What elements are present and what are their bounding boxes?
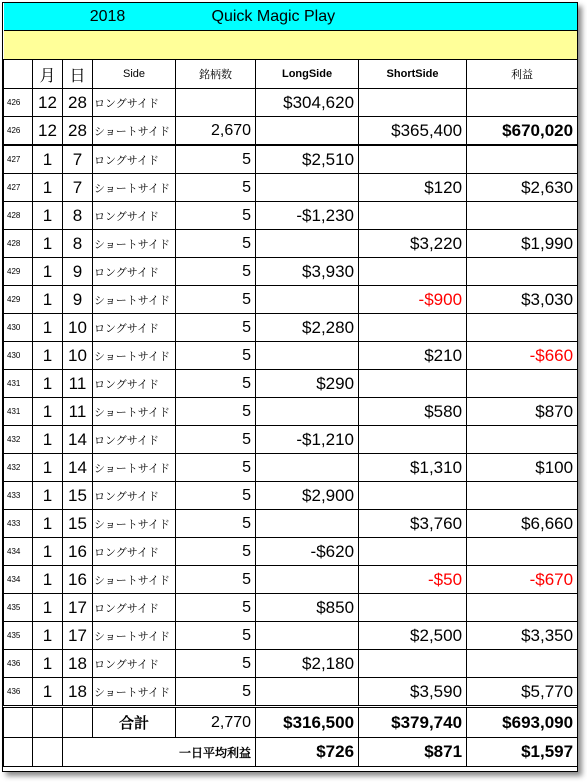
- row-short: $210: [359, 342, 467, 370]
- row-side: ロングサイド: [93, 314, 176, 342]
- row-side: ロングサイド: [93, 370, 176, 398]
- row-count: 5: [176, 202, 256, 230]
- average-blank: [33, 738, 63, 767]
- row-profit: $5,770: [467, 678, 578, 707]
- row-id: 429: [4, 286, 33, 314]
- table-row: [4, 89, 578, 117]
- row-short: -$50: [359, 566, 467, 594]
- row-id: 436: [4, 678, 33, 707]
- total-row: [4, 707, 578, 738]
- table-row: [4, 678, 578, 707]
- row-profit: $670,020: [467, 117, 578, 146]
- row-side: ショートサイド: [93, 117, 176, 146]
- row-side: ショートサイド: [93, 566, 176, 594]
- row-day: 18: [63, 650, 93, 678]
- row-profit: $1,990: [467, 230, 578, 258]
- row-month: 1: [33, 454, 63, 482]
- row-count: 5: [176, 538, 256, 566]
- row-short: [359, 202, 467, 230]
- header-side: Side: [93, 60, 176, 89]
- row-short: -$900: [359, 286, 467, 314]
- row-long: $850: [256, 594, 359, 622]
- row-short: [359, 594, 467, 622]
- row-long: $2,280: [256, 314, 359, 342]
- row-count: 5: [176, 230, 256, 258]
- table-row: [4, 454, 578, 482]
- row-day: 14: [63, 426, 93, 454]
- row-month: 1: [33, 482, 63, 510]
- row-day: 10: [63, 342, 93, 370]
- row-short: [359, 258, 467, 286]
- row-long: $3,930: [256, 258, 359, 286]
- table-row: [4, 426, 578, 454]
- row-long: [256, 566, 359, 594]
- header-day: 日: [63, 60, 93, 89]
- row-long: -$1,230: [256, 202, 359, 230]
- row-day: 14: [63, 454, 93, 482]
- table-row: [4, 202, 578, 230]
- row-long: $2,510: [256, 145, 359, 174]
- row-count: 5: [176, 454, 256, 482]
- row-id: 427: [4, 174, 33, 202]
- table-row: [4, 538, 578, 566]
- average-row: [4, 738, 578, 767]
- row-short: $3,760: [359, 510, 467, 538]
- table-row: [4, 117, 578, 146]
- row-side: ロングサイド: [93, 426, 176, 454]
- total-label: 合計: [93, 707, 176, 738]
- row-side: ショートサイド: [93, 174, 176, 202]
- row-month: 1: [33, 202, 63, 230]
- row-side: ショートサイド: [93, 678, 176, 707]
- row-side: ショートサイド: [93, 454, 176, 482]
- row-month: 1: [33, 566, 63, 594]
- row-day: 11: [63, 398, 93, 426]
- row-short: [359, 482, 467, 510]
- row-id: 434: [4, 538, 33, 566]
- row-count: [176, 89, 256, 117]
- table-row: [4, 286, 578, 314]
- row-day: 7: [63, 174, 93, 202]
- row-count: 5: [176, 258, 256, 286]
- row-profit: $3,030: [467, 286, 578, 314]
- row-long: $2,180: [256, 650, 359, 678]
- band-cell: [4, 31, 578, 60]
- row-side: ショートサイド: [93, 342, 176, 370]
- row-side: ロングサイド: [93, 482, 176, 510]
- total-short: $379,740: [359, 707, 467, 738]
- table-row: [4, 370, 578, 398]
- row-profit: $870: [467, 398, 578, 426]
- row-month: 1: [33, 398, 63, 426]
- row-long: -$620: [256, 538, 359, 566]
- row-day: 9: [63, 258, 93, 286]
- total-long: $316,500: [256, 707, 359, 738]
- row-id: 427: [4, 145, 33, 174]
- row-id: 436: [4, 650, 33, 678]
- row-id: 431: [4, 370, 33, 398]
- average-long: $726: [256, 738, 359, 767]
- row-count: 5: [176, 650, 256, 678]
- row-id: 432: [4, 454, 33, 482]
- table-row: [4, 258, 578, 286]
- row-month: 1: [33, 426, 63, 454]
- table-row: [4, 566, 578, 594]
- row-profit: [467, 202, 578, 230]
- row-count: 5: [176, 398, 256, 426]
- row-profit: [467, 482, 578, 510]
- header-month: 月: [33, 60, 63, 89]
- table-row: [4, 398, 578, 426]
- row-month: 1: [33, 230, 63, 258]
- row-short: $3,220: [359, 230, 467, 258]
- row-id: 430: [4, 314, 33, 342]
- row-profit: $2,630: [467, 174, 578, 202]
- header-profit: 利益: [467, 60, 578, 89]
- row-side: ロングサイド: [93, 89, 176, 117]
- row-side: ロングサイド: [93, 594, 176, 622]
- row-id: 430: [4, 342, 33, 370]
- row-month: 1: [33, 370, 63, 398]
- row-day: 11: [63, 370, 93, 398]
- row-short: [359, 370, 467, 398]
- row-day: 18: [63, 678, 93, 707]
- row-month: 1: [33, 258, 63, 286]
- row-id: 435: [4, 622, 33, 650]
- row-side: ショートサイド: [93, 398, 176, 426]
- title-name: Quick Magic Play: [176, 3, 578, 31]
- average-label: 一日平均利益: [63, 738, 256, 767]
- row-profit: $6,660: [467, 510, 578, 538]
- row-side: ロングサイド: [93, 258, 176, 286]
- row-side: ショートサイド: [93, 286, 176, 314]
- row-long: [256, 510, 359, 538]
- total-blank: [4, 707, 33, 738]
- row-profit: [467, 258, 578, 286]
- row-id: 435: [4, 594, 33, 622]
- total-profit: $693,090: [467, 707, 578, 738]
- table-row: [4, 314, 578, 342]
- row-short: $1,310: [359, 454, 467, 482]
- row-count: 5: [176, 314, 256, 342]
- row-count: 5: [176, 426, 256, 454]
- row-month: 12: [33, 89, 63, 117]
- row-day: 15: [63, 510, 93, 538]
- table-row: [4, 482, 578, 510]
- row-short: [359, 314, 467, 342]
- row-count: 5: [176, 678, 256, 707]
- row-long: [256, 342, 359, 370]
- table-row: [4, 622, 578, 650]
- row-profit: [467, 370, 578, 398]
- average-profit: $1,597: [467, 738, 578, 767]
- row-long: [256, 398, 359, 426]
- row-short: $365,400: [359, 117, 467, 146]
- header-count: 銘柄数: [176, 60, 256, 89]
- total-blank: [63, 707, 93, 738]
- row-day: 16: [63, 566, 93, 594]
- row-day: 16: [63, 538, 93, 566]
- row-day: 10: [63, 314, 93, 342]
- table-row: [4, 650, 578, 678]
- row-day: 7: [63, 145, 93, 174]
- row-id: 433: [4, 482, 33, 510]
- row-id: 432: [4, 426, 33, 454]
- row-day: 8: [63, 230, 93, 258]
- row-long: [256, 622, 359, 650]
- row-long: $304,620: [256, 89, 359, 117]
- row-short: [359, 145, 467, 174]
- row-count: 5: [176, 286, 256, 314]
- total-blank: [33, 707, 63, 738]
- row-count: 5: [176, 482, 256, 510]
- row-profit: -$670: [467, 566, 578, 594]
- row-id: 431: [4, 398, 33, 426]
- row-short: [359, 538, 467, 566]
- row-id: 433: [4, 510, 33, 538]
- row-count: 2,670: [176, 117, 256, 146]
- row-id: 426: [4, 117, 33, 146]
- row-month: 1: [33, 538, 63, 566]
- average-blank: [4, 738, 33, 767]
- row-long: [256, 174, 359, 202]
- header-row: [4, 60, 578, 89]
- row-count: 5: [176, 566, 256, 594]
- row-day: 17: [63, 622, 93, 650]
- row-day: 15: [63, 482, 93, 510]
- row-month: 1: [33, 145, 63, 174]
- row-profit: $100: [467, 454, 578, 482]
- table-row: [4, 145, 578, 174]
- row-long: [256, 678, 359, 707]
- row-count: 5: [176, 370, 256, 398]
- row-profit: [467, 89, 578, 117]
- row-count: 5: [176, 594, 256, 622]
- row-month: 1: [33, 622, 63, 650]
- title-row: [4, 3, 578, 31]
- spreadsheet: [2, 2, 578, 772]
- row-long: [256, 454, 359, 482]
- row-side: ロングサイド: [93, 202, 176, 230]
- row-short: $580: [359, 398, 467, 426]
- row-id: 428: [4, 230, 33, 258]
- row-short: $120: [359, 174, 467, 202]
- row-profit: [467, 145, 578, 174]
- row-count: 5: [176, 510, 256, 538]
- row-month: 1: [33, 650, 63, 678]
- row-short: [359, 426, 467, 454]
- row-side: ショートサイド: [93, 230, 176, 258]
- band-row: [4, 31, 578, 60]
- table-row: [4, 510, 578, 538]
- average-short: $871: [359, 738, 467, 767]
- row-profit: -$660: [467, 342, 578, 370]
- row-month: 1: [33, 510, 63, 538]
- row-month: 1: [33, 174, 63, 202]
- row-day: 9: [63, 286, 93, 314]
- row-short: [359, 650, 467, 678]
- row-side: ショートサイド: [93, 622, 176, 650]
- row-long: [256, 117, 359, 146]
- row-month: 1: [33, 342, 63, 370]
- row-count: 5: [176, 174, 256, 202]
- row-day: 17: [63, 594, 93, 622]
- row-month: 1: [33, 594, 63, 622]
- row-month: 1: [33, 314, 63, 342]
- header-id: [4, 60, 33, 89]
- row-month: 12: [33, 117, 63, 146]
- row-profit: [467, 650, 578, 678]
- row-profit: [467, 426, 578, 454]
- row-profit: [467, 538, 578, 566]
- row-long: [256, 286, 359, 314]
- row-id: 426: [4, 89, 33, 117]
- table-row: [4, 594, 578, 622]
- row-long: [256, 230, 359, 258]
- row-profit: [467, 594, 578, 622]
- row-day: 28: [63, 89, 93, 117]
- title-year: 2018: [4, 3, 176, 31]
- table-row: [4, 174, 578, 202]
- row-side: ロングサイド: [93, 650, 176, 678]
- header-long: LongSide: [256, 60, 359, 89]
- row-id: 428: [4, 202, 33, 230]
- row-count: 5: [176, 342, 256, 370]
- total-count: 2,770: [176, 707, 256, 738]
- row-side: ロングサイド: [93, 145, 176, 174]
- row-short: [359, 89, 467, 117]
- row-count: 5: [176, 622, 256, 650]
- row-long: -$1,210: [256, 426, 359, 454]
- row-month: 1: [33, 678, 63, 707]
- row-side: ショートサイド: [93, 510, 176, 538]
- row-id: 434: [4, 566, 33, 594]
- row-day: 28: [63, 117, 93, 146]
- row-count: 5: [176, 145, 256, 174]
- table-row: [4, 342, 578, 370]
- row-short: $3,590: [359, 678, 467, 707]
- row-side: ロングサイド: [93, 538, 176, 566]
- row-profit: $3,350: [467, 622, 578, 650]
- trade-table: [3, 3, 578, 767]
- row-long: $2,900: [256, 482, 359, 510]
- header-short: ShortSide: [359, 60, 467, 89]
- row-short: $2,500: [359, 622, 467, 650]
- row-day: 8: [63, 202, 93, 230]
- row-month: 1: [33, 286, 63, 314]
- table-row: [4, 230, 578, 258]
- row-profit: [467, 314, 578, 342]
- row-id: 429: [4, 258, 33, 286]
- row-long: $290: [256, 370, 359, 398]
